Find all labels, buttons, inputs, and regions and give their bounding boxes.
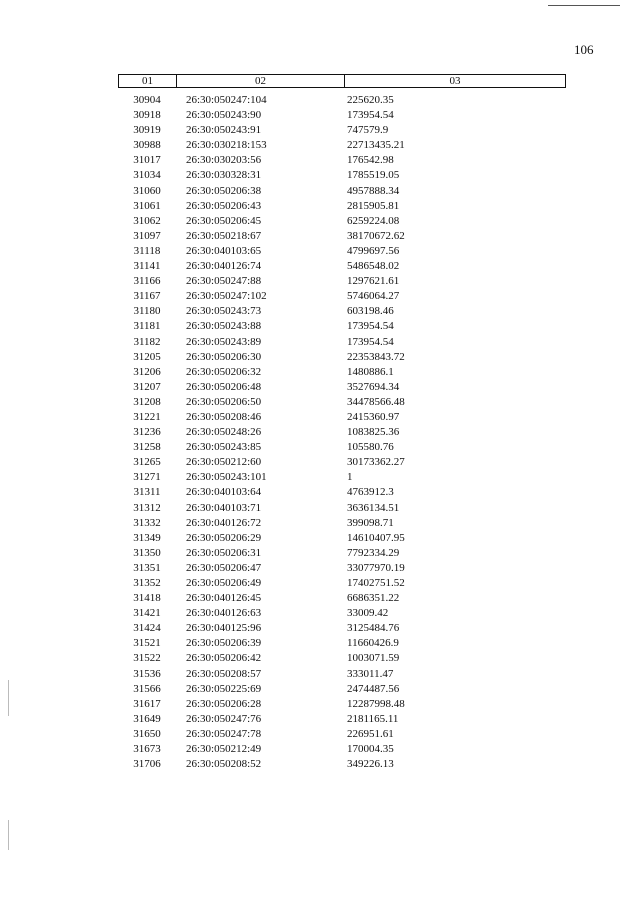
cell-value: 30173362.27 <box>347 456 405 469</box>
cell-code: 31182 <box>133 335 161 348</box>
cell-cadastral-number: 26:30:050206:42 <box>186 652 262 665</box>
cell-cadastral-number: 26:30:050243:91 <box>186 124 262 137</box>
cell-value: 4957888.34 <box>347 184 400 197</box>
cell-value: 14610407.95 <box>347 531 405 544</box>
cell-cadastral-number: 26:30:050247:104 <box>186 94 267 106</box>
cell-cadastral-number: 26:30:030203:56 <box>186 154 262 167</box>
cell-cadastral-number: 26:30:050243:90 <box>186 109 262 122</box>
table-row <box>118 757 566 772</box>
cell-cadastral-number: 26:30:050247:78 <box>186 727 262 740</box>
cell-code: 31167 <box>133 290 161 303</box>
cell-cadastral-number: 26:30:040103:71 <box>186 501 262 514</box>
cell-cadastral-number: 26:30:040126:45 <box>186 592 262 605</box>
header-col-01: 01 <box>119 75 177 87</box>
cell-value: 399098.71 <box>347 516 394 529</box>
cell-code: 30918 <box>133 109 161 122</box>
margin-scan-mark <box>8 680 9 716</box>
cell-cadastral-number: 26:30:050218:67 <box>186 229 262 242</box>
cell-code: 31521 <box>133 637 161 650</box>
cell-cadastral-number: 26:30:030328:31 <box>186 169 262 182</box>
table-row <box>118 244 566 259</box>
cell-cadastral-number: 26:30:050206:49 <box>186 577 262 589</box>
table-row <box>118 184 566 199</box>
cell-code: 31221 <box>133 410 161 423</box>
cell-value: 176542.98 <box>347 154 394 167</box>
cell-code: 31312 <box>133 501 161 514</box>
table-row <box>118 365 566 380</box>
table-row <box>118 606 566 621</box>
table-row <box>118 591 566 606</box>
cell-cadastral-number: 26:30:050208:57 <box>186 667 262 680</box>
cell-cadastral-number: 26:30:050243:85 <box>186 441 262 454</box>
cell-cadastral-number: 26:30:050208:46 <box>186 410 262 423</box>
cell-code: 31349 <box>133 531 161 544</box>
cell-value: 2415360.97 <box>347 410 400 423</box>
table-row <box>118 667 566 682</box>
cell-value: 6686351.22 <box>347 592 400 605</box>
cell-code: 31205 <box>133 350 161 363</box>
table-row <box>118 229 566 244</box>
cell-value: 173954.54 <box>347 109 394 122</box>
cell-code: 31673 <box>133 743 161 756</box>
cell-code: 31350 <box>133 546 161 559</box>
cell-code: 31271 <box>133 471 161 484</box>
cell-code: 31706 <box>133 758 161 771</box>
cell-code: 31650 <box>133 727 161 740</box>
table-row <box>118 335 566 350</box>
table-row <box>118 712 566 727</box>
cell-value: 747579.9 <box>347 124 389 137</box>
cell-code: 31236 <box>133 426 161 439</box>
table-row <box>118 727 566 742</box>
table-row <box>118 214 566 229</box>
table-row <box>118 304 566 319</box>
cell-code: 31097 <box>133 229 161 242</box>
cell-value: 2181165.11 <box>347 712 399 725</box>
cell-cadastral-number: 26:30:050248:26 <box>186 426 262 439</box>
page-number: 106 <box>574 42 594 57</box>
cell-value: 22353843.72 <box>347 350 405 363</box>
table-row <box>118 485 566 500</box>
cell-value: 12287998.48 <box>347 697 405 710</box>
table-row <box>118 395 566 410</box>
table-row <box>118 697 566 712</box>
cell-cadastral-number: 26:30:050247:76 <box>186 712 262 725</box>
cell-cadastral-number: 26:30:050206:48 <box>186 380 262 393</box>
table-row <box>118 319 566 334</box>
cell-value: 333011.47 <box>347 667 394 680</box>
cell-code: 31141 <box>133 260 161 273</box>
cell-value: 170004.35 <box>347 743 394 756</box>
table-row <box>118 425 566 440</box>
cell-value: 3636134.51 <box>347 501 400 514</box>
cell-value: 4799697.56 <box>347 244 400 257</box>
cell-code: 31166 <box>133 275 161 288</box>
cell-cadastral-number: 26:30:050243:88 <box>186 320 262 333</box>
cell-cadastral-number: 26:30:040103:64 <box>186 486 262 499</box>
cell-cadastral-number: 26:30:050206:50 <box>186 395 262 408</box>
cell-value: 2474487.56 <box>347 682 400 695</box>
table-row <box>118 108 566 123</box>
cell-code: 31311 <box>133 486 161 499</box>
header-col-02: 02 <box>177 75 345 87</box>
table-row <box>118 546 566 561</box>
table-row <box>118 470 566 485</box>
cell-value: 1480886.1 <box>347 365 394 378</box>
cell-code: 31418 <box>133 592 161 605</box>
cell-value: 173954.54 <box>347 335 394 348</box>
cell-cadastral-number: 26:30:040126:74 <box>186 260 262 273</box>
cell-value: 105580.76 <box>347 441 394 454</box>
table-row <box>118 259 566 274</box>
table-body <box>118 93 566 772</box>
cell-cadastral-number: 26:30:050243:101 <box>186 471 267 484</box>
cell-value: 7792334.29 <box>347 546 400 559</box>
table-row <box>118 682 566 697</box>
cell-value: 173954.54 <box>347 320 394 333</box>
cell-code: 31332 <box>133 516 161 529</box>
cell-value: 226951.61 <box>347 727 394 740</box>
cell-cadastral-number: 26:30:050243:89 <box>186 335 262 348</box>
cell-cadastral-number: 26:30:040103:65 <box>186 244 262 257</box>
cell-cadastral-number: 26:30:030218:153 <box>186 139 267 152</box>
table-row <box>118 153 566 168</box>
cell-value: 4763912.3 <box>347 486 394 499</box>
cell-code: 31017 <box>133 154 161 167</box>
cell-value: 22713435.21 <box>347 139 405 152</box>
table-row <box>118 93 566 108</box>
cell-cadastral-number: 26:30:040125:96 <box>186 622 262 635</box>
cell-code: 31352 <box>133 577 161 589</box>
table-header <box>118 74 566 88</box>
table-row <box>118 138 566 153</box>
cell-cadastral-number: 26:30:050206:31 <box>186 546 262 559</box>
cell-value: 603198.46 <box>347 305 394 318</box>
cell-cadastral-number: 26:30:050206:32 <box>186 365 262 378</box>
cell-cadastral-number: 26:30:050206:38 <box>186 184 262 197</box>
table-row <box>118 576 566 591</box>
cell-cadastral-number: 26:30:050206:28 <box>186 697 262 710</box>
cell-code: 31206 <box>133 365 161 378</box>
cell-value: 17402751.52 <box>347 577 405 589</box>
cell-code: 31258 <box>133 441 161 454</box>
cell-value: 5746064.27 <box>347 290 400 303</box>
table-row <box>118 199 566 214</box>
cell-cadastral-number: 26:30:040126:72 <box>186 516 262 529</box>
cell-cadastral-number: 26:30:050247:102 <box>186 290 267 303</box>
table-row <box>118 289 566 304</box>
table-row <box>118 516 566 531</box>
cell-value: 38170672.62 <box>347 229 405 242</box>
cell-cadastral-number: 26:30:050206:30 <box>186 350 262 363</box>
cell-code: 30904 <box>133 94 161 106</box>
cell-code: 31424 <box>133 622 161 635</box>
top-rule <box>548 5 620 6</box>
cell-code: 30988 <box>133 139 161 152</box>
table-row <box>118 168 566 183</box>
cell-value: 2815905.81 <box>347 199 400 212</box>
cell-value: 1003071.59 <box>347 652 400 665</box>
margin-scan-mark <box>8 820 9 850</box>
table-row <box>118 440 566 455</box>
table-row <box>118 742 566 757</box>
cell-code: 31536 <box>133 667 161 680</box>
cell-code: 31181 <box>133 320 161 333</box>
cell-value: 1297621.61 <box>347 275 400 288</box>
cell-value: 349226.13 <box>347 758 394 771</box>
cell-code: 31522 <box>133 652 161 665</box>
cell-value: 3125484.76 <box>347 622 400 635</box>
cell-code: 31649 <box>133 712 161 725</box>
cell-code: 31180 <box>133 305 161 318</box>
cell-code: 31061 <box>133 199 161 212</box>
cell-value: 33009.42 <box>347 607 389 620</box>
cell-cadastral-number: 26:30:050247:88 <box>186 275 262 288</box>
cell-value: 11660426.9 <box>347 637 399 650</box>
cell-value: 34478566.48 <box>347 395 405 408</box>
cell-code: 31351 <box>133 561 161 574</box>
cell-value: 225620.35 <box>347 94 394 106</box>
cell-value: 1 <box>347 471 353 484</box>
cell-cadastral-number: 26:30:050206:39 <box>186 637 262 650</box>
table-row <box>118 123 566 138</box>
cell-value: 1785519.05 <box>347 169 400 182</box>
cell-cadastral-number: 26:30:050206:43 <box>186 199 262 212</box>
table-row <box>118 636 566 651</box>
table-row <box>118 410 566 425</box>
table-row <box>118 455 566 470</box>
cell-code: 31265 <box>133 456 161 469</box>
cell-cadastral-number: 26:30:050225:69 <box>186 682 262 695</box>
table-row <box>118 350 566 365</box>
cell-cadastral-number: 26:30:050212:49 <box>186 743 262 756</box>
table-row <box>118 561 566 576</box>
cell-code: 31617 <box>133 697 161 710</box>
cell-cadastral-number: 26:30:050212:60 <box>186 456 262 469</box>
cell-value: 1083825.36 <box>347 426 400 439</box>
header-col-03: 03 <box>449 75 461 87</box>
table-row <box>118 501 566 516</box>
cell-value: 3527694.34 <box>347 380 400 393</box>
cell-code: 30919 <box>133 124 161 137</box>
table-row <box>118 531 566 546</box>
cell-value: 6259224.08 <box>347 214 400 227</box>
cell-value: 5486548.02 <box>347 260 400 273</box>
table-row <box>118 651 566 666</box>
cell-code: 31566 <box>133 682 161 695</box>
cell-code: 31062 <box>133 214 161 227</box>
cell-cadastral-number: 26:30:050243:73 <box>186 305 262 318</box>
cell-value: 33077970.19 <box>347 561 405 574</box>
table-row <box>118 274 566 289</box>
cell-code: 31421 <box>133 607 161 620</box>
table-row <box>118 380 566 395</box>
cell-code: 31118 <box>133 244 161 257</box>
cell-cadastral-number: 26:30:050206:29 <box>186 531 262 544</box>
table-row <box>118 621 566 636</box>
cell-cadastral-number: 26:30:040126:63 <box>186 607 262 620</box>
cell-code: 31034 <box>133 169 161 182</box>
cell-cadastral-number: 26:30:050206:45 <box>186 214 262 227</box>
cell-code: 31060 <box>133 184 161 197</box>
cell-cadastral-number: 26:30:050206:47 <box>186 561 262 574</box>
cell-code: 31207 <box>133 380 161 393</box>
cell-cadastral-number: 26:30:050208:52 <box>186 758 262 771</box>
cell-code: 31208 <box>133 395 161 408</box>
